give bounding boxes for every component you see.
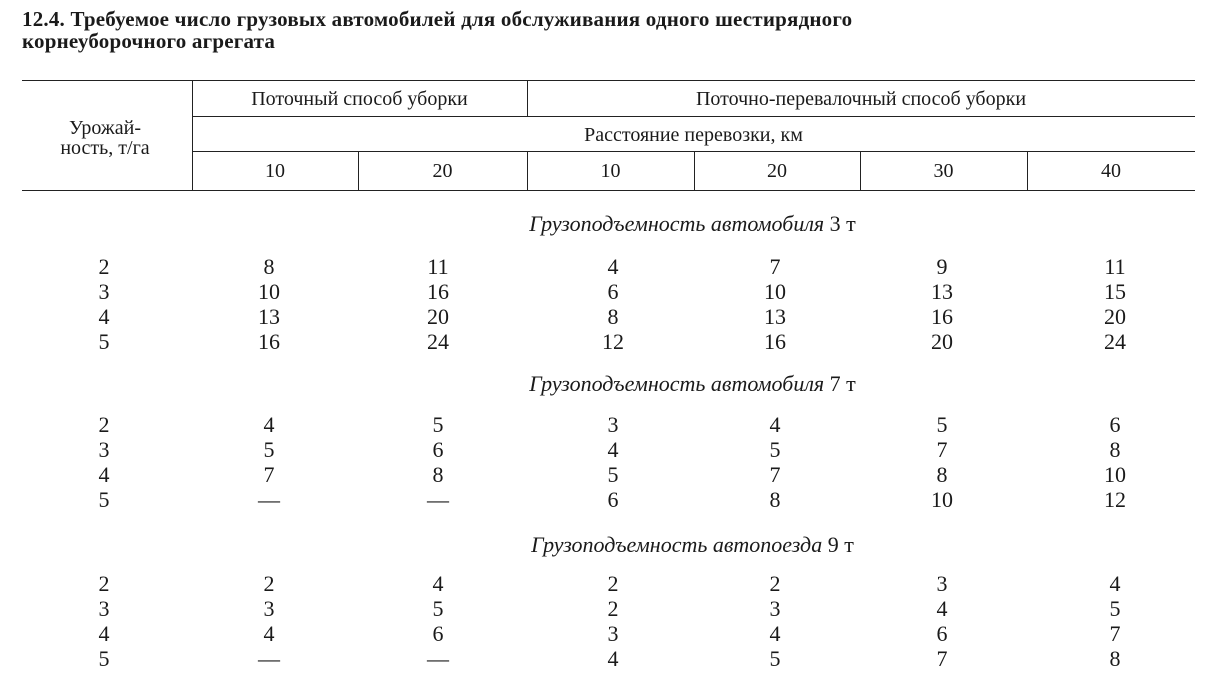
value-cell: 4 [769,621,781,646]
table-caption-line-2: корнеуборочного агрегата [22,29,276,53]
value-cell: 7 [936,646,948,671]
value-cell: 4 [607,437,619,462]
section-title-capacity: 3 т [829,211,856,236]
value-cell: 3 [263,596,275,621]
value-cell: 6 [432,437,444,462]
section-title-label: Грузоподъемность автопоезда [531,532,823,557]
section-title-3t [190,212,1195,236]
group-flow-harvest: Поточный способ уборки [251,88,468,110]
distance-header: Расстояние перевозки, км [584,124,803,146]
distance-col-5: 30 [933,160,954,182]
value-cell: 8 [1109,646,1121,671]
distance-col-4: 20 [767,160,787,182]
value-cell: 4 [607,254,619,279]
value-cell: 13 [764,304,786,329]
value-cell: — [258,487,280,512]
yield-cell: 3 [98,596,110,621]
value-cell: 13 [931,279,953,304]
header-top-rule [22,80,1195,81]
value-cell: 12 [602,329,624,354]
value-cell: 12 [1104,487,1126,512]
value-cell: 16 [764,329,786,354]
section-title-7t [190,372,1195,396]
yield-cell: 4 [98,621,110,646]
value-cell: 2 [607,571,619,596]
value-cell: 8 [432,462,444,487]
yield-cell: 3 [98,437,110,462]
header-rule-2 [192,116,1195,117]
distance-col-6: 40 [1101,160,1121,182]
value-cell: 5 [769,437,781,462]
table-caption [22,8,1212,52]
value-cell: 3 [769,596,781,621]
value-cell: 6 [607,279,619,304]
value-cell: 10 [258,279,280,304]
value-cell: 4 [936,596,948,621]
value-cell: 5 [1109,596,1121,621]
table-caption-line-1: 12.4. Требуемое число грузовых автомобилей для обслуживания одного шестирядного [22,7,853,31]
value-cell: 3 [607,412,619,437]
section-title-label: Грузоподъемность автомобиля [529,211,825,236]
value-cell: 24 [427,329,449,354]
value-cell: 5 [769,646,781,671]
value-cell: 5 [432,412,444,437]
value-cell: 6 [936,621,948,646]
value-cell: 7 [769,462,781,487]
value-cell: 4 [263,621,275,646]
value-cell: 24 [1104,329,1126,354]
value-cell: 4 [769,412,781,437]
value-cell: 7 [769,254,781,279]
value-cell: 3 [936,571,948,596]
value-cell: 5 [936,412,948,437]
value-cell: 10 [1104,462,1126,487]
yield-cell: 2 [98,571,110,596]
row-head-line-1: Урожай- [69,117,141,139]
value-cell: 8 [769,487,781,512]
yield-cell: 4 [98,304,110,329]
distance-col-3: 10 [600,160,621,182]
row-head-label [30,118,180,158]
value-cell: 2 [607,596,619,621]
value-cell: 15 [1104,279,1126,304]
value-cell: 5 [263,437,275,462]
value-cell: 16 [931,304,953,329]
value-cell: 4 [263,412,275,437]
value-cell: 4 [1109,571,1121,596]
value-cell: 13 [258,304,280,329]
value-cell: 20 [931,329,953,354]
value-cell: — [427,646,449,671]
yield-cell: 5 [98,646,110,671]
section-title-9t [190,533,1195,557]
value-cell: 7 [936,437,948,462]
value-cell: — [258,646,280,671]
value-cell: 16 [258,329,280,354]
value-cell: 8 [936,462,948,487]
value-cell: 7 [263,462,275,487]
value-cell: 5 [432,596,444,621]
value-cell: 11 [1104,254,1126,279]
value-cell: 4 [607,646,619,671]
value-cell: 4 [432,571,444,596]
value-cell: 2 [263,571,275,596]
value-cell: 10 [764,279,786,304]
header-bottom-rule [22,190,1195,191]
yield-cell: 5 [98,487,110,512]
row-head-line-2: ность, т/га [60,137,150,159]
value-cell: 8 [1109,437,1121,462]
group-transfer-harvest: Поточно-перевалочный способ уборки [695,88,1027,110]
section-title-capacity: 7 т [829,371,856,396]
yield-cell: 2 [98,254,110,279]
value-cell: 6 [607,487,619,512]
value-cell: 7 [1109,621,1121,646]
value-cell: 8 [607,304,619,329]
value-cell: 11 [427,254,449,279]
value-cell: 6 [432,621,444,646]
value-cell: 8 [263,254,275,279]
section-title-capacity: 9 т [827,532,854,557]
value-cell: 3 [607,621,619,646]
value-cell: 20 [1104,304,1126,329]
value-cell: — [427,487,449,512]
distance-col-2: 20 [432,160,453,182]
value-cell: 9 [936,254,948,279]
yield-cell: 3 [98,279,110,304]
value-cell: 2 [769,571,781,596]
distance-col-1: 10 [265,160,285,182]
value-cell: 10 [931,487,953,512]
yield-cell: 2 [98,412,110,437]
value-cell: 20 [427,304,449,329]
section-title-label: Грузоподъемность автомобиля [529,371,825,396]
value-cell: 6 [1109,412,1121,437]
yield-cell: 4 [98,462,110,487]
yield-cell: 5 [98,329,110,354]
value-cell: 5 [607,462,619,487]
value-cell: 16 [427,279,449,304]
